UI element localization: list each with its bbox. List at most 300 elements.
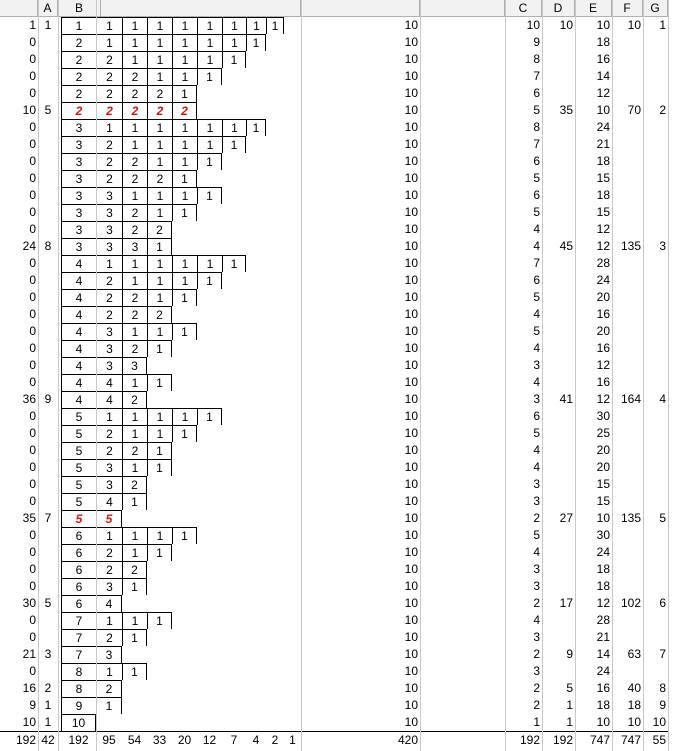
col-f-cell[interactable] — [612, 442, 643, 459]
partition-part-cell[interactable]: 2 — [61, 51, 96, 68]
total-part-cell[interactable]: 4 — [252, 733, 260, 747]
partition-part-cell[interactable] — [246, 68, 266, 85]
partition-part-cell[interactable] — [266, 612, 284, 629]
partition-part-cell[interactable] — [222, 187, 246, 204]
partition-part-cell[interactable]: 8 — [61, 663, 96, 680]
partition-part-cell[interactable]: 1 — [147, 17, 172, 34]
partition-part-cell[interactable] — [197, 697, 222, 714]
partition-part-cell[interactable] — [222, 408, 246, 425]
row-count-cell[interactable]: 0 — [29, 205, 36, 219]
partition-part-cell[interactable] — [197, 204, 222, 221]
col-a-cell[interactable] — [38, 476, 58, 493]
col-f-cell[interactable]: 18 — [627, 698, 641, 712]
partition-part-cell[interactable]: 1 — [147, 68, 172, 85]
row-count-cell[interactable]: 0 — [29, 35, 36, 49]
col-g-cell[interactable]: 8 — [659, 681, 666, 695]
partition-part-cell[interactable] — [266, 136, 284, 153]
total-col-f-cell[interactable]: 747 — [620, 733, 641, 747]
mid-value-cell[interactable]: 10 — [404, 664, 418, 678]
row-count-cell[interactable]: 0 — [29, 409, 36, 423]
col-c-cell[interactable]: 3 — [533, 392, 540, 406]
mid-value-cell[interactable]: 10 — [404, 375, 418, 389]
partition-part-cell[interactable] — [222, 714, 246, 731]
col-e-cell[interactable]: 20 — [596, 460, 610, 474]
partition-part-cell[interactable] — [266, 629, 284, 646]
partition-part-cell[interactable] — [172, 544, 197, 561]
col-a-cell[interactable] — [38, 306, 58, 323]
partition-part-cell[interactable]: 9 — [61, 697, 96, 714]
partition-part-cell[interactable]: 2 — [61, 102, 96, 119]
col-e-cell[interactable]: 16 — [596, 375, 610, 389]
partition-part-cell[interactable]: 1 — [122, 34, 147, 51]
col-e-cell[interactable]: 10 — [596, 103, 610, 117]
mid-value-cell[interactable]: 10 — [404, 341, 418, 355]
mid-value-cell[interactable]: 10 — [404, 630, 418, 644]
partition-part-cell[interactable]: 2 — [96, 153, 122, 170]
partition-part-cell[interactable]: 1 — [147, 238, 172, 255]
partition-part-cell[interactable] — [222, 153, 246, 170]
col-d-cell[interactable]: 45 — [559, 239, 573, 253]
col-d-cell[interactable] — [542, 68, 575, 85]
partition-part-cell[interactable]: 7 — [61, 646, 96, 663]
col-g-cell[interactable] — [643, 561, 668, 578]
partition-part-cell[interactable]: 1 — [147, 204, 172, 221]
partition-part-cell[interactable]: 2 — [122, 476, 147, 493]
col-g-cell[interactable] — [643, 340, 668, 357]
partition-part-cell[interactable]: 1 — [122, 578, 147, 595]
col-c-cell[interactable]: 5 — [533, 528, 540, 542]
partition-part-cell[interactable] — [246, 527, 266, 544]
partition-part-cell[interactable] — [147, 391, 172, 408]
column-header-b[interactable]: B — [58, 0, 101, 17]
partition-part-cell[interactable] — [266, 272, 284, 289]
col-f-cell[interactable] — [612, 323, 643, 340]
partition-part-cell[interactable]: 1 — [122, 119, 147, 136]
partition-part-cell[interactable] — [246, 102, 266, 119]
col-d-cell[interactable] — [542, 170, 575, 187]
partition-part-cell[interactable] — [266, 357, 284, 374]
mid-value-cell[interactable]: 10 — [404, 698, 418, 712]
partition-part-cell[interactable] — [172, 493, 197, 510]
column-header-g[interactable]: G — [643, 0, 668, 17]
mid-value-cell[interactable]: 10 — [404, 392, 418, 406]
mid-value-cell[interactable]: 10 — [404, 647, 418, 661]
col-c-cell[interactable]: 4 — [533, 239, 540, 253]
col-g-cell[interactable] — [643, 170, 668, 187]
col-g-cell[interactable]: 9 — [659, 698, 666, 712]
partition-part-cell[interactable] — [122, 714, 147, 731]
partition-part-cell[interactable] — [222, 527, 246, 544]
mid-value-cell[interactable]: 10 — [404, 171, 418, 185]
col-a-cell[interactable] — [38, 357, 58, 374]
col-g-cell[interactable] — [643, 119, 668, 136]
col-f-cell[interactable] — [612, 136, 643, 153]
partition-part-cell[interactable]: 1 — [147, 136, 172, 153]
col-g-cell[interactable] — [643, 527, 668, 544]
partition-part-cell[interactable] — [266, 119, 284, 136]
col-a-cell[interactable] — [38, 272, 58, 289]
partition-part-cell[interactable]: 1 — [122, 187, 147, 204]
partition-part-cell[interactable] — [122, 595, 147, 612]
partition-part-cell[interactable]: 1 — [172, 204, 197, 221]
col-g-cell[interactable] — [643, 204, 668, 221]
col-f-cell[interactable] — [612, 306, 643, 323]
partition-part-cell[interactable] — [222, 170, 246, 187]
col-f-cell[interactable]: 135 — [620, 511, 641, 525]
partition-part-cell[interactable]: 1 — [122, 272, 147, 289]
col-d-cell[interactable] — [542, 34, 575, 51]
partition-part-cell[interactable]: 2 — [96, 442, 122, 459]
partition-part-cell[interactable]: 2 — [122, 306, 147, 323]
col-d-cell[interactable] — [542, 561, 575, 578]
col-a-cell[interactable] — [38, 459, 58, 476]
partition-part-cell[interactable]: 6 — [61, 595, 96, 612]
col-d-cell[interactable]: 35 — [559, 103, 573, 117]
col-c-cell[interactable]: 3 — [533, 630, 540, 644]
partition-part-cell[interactable]: 3 — [96, 646, 122, 663]
partition-part-cell[interactable] — [246, 323, 266, 340]
partition-part-cell[interactable]: 2 — [122, 68, 147, 85]
col-e-cell[interactable]: 12 — [596, 86, 610, 100]
col-f-cell[interactable] — [612, 561, 643, 578]
row-count-cell[interactable]: 0 — [29, 273, 36, 287]
partition-part-cell[interactable] — [197, 85, 222, 102]
partition-part-cell[interactable]: 1 — [147, 527, 172, 544]
col-e-cell[interactable]: 30 — [596, 528, 610, 542]
partition-part-cell[interactable] — [266, 204, 284, 221]
partition-part-cell[interactable] — [222, 221, 246, 238]
partition-part-cell[interactable]: 2 — [96, 306, 122, 323]
partition-part-cell[interactable] — [122, 680, 147, 697]
partition-part-cell[interactable] — [197, 544, 222, 561]
col-c-cell[interactable]: 3 — [533, 664, 540, 678]
col-d-cell[interactable]: 17 — [559, 596, 573, 610]
partition-part-cell[interactable] — [122, 510, 147, 527]
partition-part-cell[interactable] — [222, 680, 246, 697]
partition-part-cell[interactable]: 1 — [96, 119, 122, 136]
col-e-cell[interactable]: 18 — [596, 188, 610, 202]
partition-part-cell[interactable]: 1 — [147, 459, 172, 476]
col-d-cell[interactable] — [542, 425, 575, 442]
col-c-cell[interactable]: 7 — [533, 69, 540, 83]
col-g-cell[interactable] — [643, 272, 668, 289]
col-c-cell[interactable]: 5 — [533, 426, 540, 440]
total-part-cell[interactable]: 2 — [271, 733, 279, 747]
row-count-cell[interactable]: 0 — [29, 52, 36, 66]
col-d-cell[interactable] — [542, 459, 575, 476]
partition-part-cell[interactable] — [246, 697, 266, 714]
col-g-cell[interactable]: 10 — [652, 715, 666, 729]
row-count-cell[interactable]: 0 — [29, 358, 36, 372]
partition-part-cell[interactable]: 1 — [122, 323, 147, 340]
col-a-cell[interactable] — [38, 255, 58, 272]
col-a-cell[interactable] — [38, 68, 58, 85]
partition-part-cell[interactable] — [222, 476, 246, 493]
partition-part-cell[interactable] — [172, 680, 197, 697]
partition-part-cell[interactable] — [266, 153, 284, 170]
col-a-cell[interactable] — [38, 612, 58, 629]
row-count-cell[interactable]: 0 — [29, 579, 36, 593]
mid-value-cell[interactable]: 10 — [404, 528, 418, 542]
col-f-cell[interactable]: 135 — [620, 239, 641, 253]
mid-value-cell[interactable]: 10 — [404, 324, 418, 338]
partition-part-cell[interactable] — [172, 714, 197, 731]
partition-part-cell[interactable] — [222, 425, 246, 442]
partition-part-cell[interactable] — [222, 204, 246, 221]
col-g-cell[interactable] — [643, 442, 668, 459]
col-d-cell[interactable] — [542, 493, 575, 510]
partition-part-cell[interactable]: 1 — [246, 17, 266, 34]
col-f-cell[interactable] — [612, 476, 643, 493]
partition-part-cell[interactable] — [222, 578, 246, 595]
col-g-cell[interactable]: 3 — [659, 239, 666, 253]
partition-part-cell[interactable]: 1 — [96, 255, 122, 272]
col-c-cell[interactable]: 4 — [533, 341, 540, 355]
col-e-cell[interactable]: 24 — [596, 545, 610, 559]
col-e-cell[interactable]: 12 — [596, 392, 610, 406]
mid-value-cell[interactable]: 10 — [404, 222, 418, 236]
row-count-cell[interactable]: 0 — [29, 137, 36, 151]
col-e-cell[interactable]: 10 — [596, 18, 610, 32]
col-c-cell[interactable]: 5 — [533, 171, 540, 185]
partition-part-cell[interactable] — [266, 238, 284, 255]
col-f-cell[interactable] — [612, 612, 643, 629]
partition-part-cell[interactable]: 5 — [61, 510, 96, 527]
col-c-cell[interactable]: 3 — [533, 477, 540, 491]
partition-part-cell[interactable]: 3 — [96, 238, 122, 255]
col-g-cell[interactable] — [643, 578, 668, 595]
partition-part-cell[interactable]: 1 — [96, 527, 122, 544]
mid-value-cell[interactable]: 10 — [404, 86, 418, 100]
partition-part-cell[interactable] — [147, 680, 172, 697]
col-f-cell[interactable]: 10 — [627, 715, 641, 729]
col-g-cell[interactable] — [643, 663, 668, 680]
col-e-cell[interactable]: 25 — [596, 426, 610, 440]
partition-part-cell[interactable] — [197, 629, 222, 646]
partition-part-cell[interactable] — [246, 85, 266, 102]
total-part-cell[interactable]: 12 — [202, 733, 217, 747]
row-count-cell[interactable]: 0 — [29, 477, 36, 491]
col-g-cell[interactable]: 4 — [659, 392, 666, 406]
partition-part-cell[interactable]: 1 — [172, 289, 197, 306]
col-g-cell[interactable] — [643, 187, 668, 204]
partition-part-cell[interactable] — [222, 663, 246, 680]
partition-part-cell[interactable] — [222, 595, 246, 612]
partition-part-cell[interactable] — [147, 561, 172, 578]
partition-part-cell[interactable] — [222, 272, 246, 289]
col-f-cell[interactable] — [612, 170, 643, 187]
col-g-cell[interactable] — [643, 357, 668, 374]
partition-part-cell[interactable] — [122, 697, 147, 714]
partition-part-cell[interactable]: 2 — [147, 85, 172, 102]
total-mid-cell[interactable]: 420 — [397, 733, 418, 747]
partition-part-cell[interactable] — [246, 510, 266, 527]
col-e-cell[interactable]: 16 — [596, 307, 610, 321]
partition-part-cell[interactable]: 5 — [61, 442, 96, 459]
col-g-cell[interactable] — [643, 459, 668, 476]
partition-part-cell[interactable] — [266, 374, 284, 391]
col-c-cell[interactable]: 7 — [533, 137, 540, 151]
total-part-cell[interactable]: 33 — [152, 733, 167, 747]
row-count-cell[interactable]: 0 — [29, 562, 36, 576]
col-e-cell[interactable]: 18 — [596, 562, 610, 576]
partition-part-cell[interactable] — [222, 561, 246, 578]
partition-part-cell[interactable]: 2 — [61, 68, 96, 85]
col-c-cell[interactable]: 4 — [533, 545, 540, 559]
col-c-cell[interactable]: 1 — [533, 715, 540, 729]
partition-part-cell[interactable] — [246, 442, 266, 459]
col-e-cell[interactable]: 20 — [596, 324, 610, 338]
partition-part-cell[interactable] — [266, 425, 284, 442]
partition-part-cell[interactable] — [246, 136, 266, 153]
col-a-cell[interactable]: 1 — [44, 698, 52, 712]
col-g-cell[interactable] — [643, 408, 668, 425]
col-c-cell[interactable]: 5 — [533, 324, 540, 338]
col-e-cell[interactable]: 15 — [596, 494, 610, 508]
partition-part-cell[interactable]: 2 — [122, 102, 147, 119]
partition-part-cell[interactable]: 2 — [122, 289, 147, 306]
partition-part-cell[interactable] — [266, 391, 284, 408]
row-count-cell[interactable]: 0 — [29, 528, 36, 542]
col-c-cell[interactable]: 3 — [533, 358, 540, 372]
partition-part-cell[interactable] — [147, 646, 172, 663]
col-f-cell[interactable] — [612, 425, 643, 442]
partition-part-cell[interactable]: 2 — [147, 170, 172, 187]
partition-part-cell[interactable]: 6 — [61, 544, 96, 561]
total-col-e-cell[interactable]: 747 — [589, 733, 610, 747]
col-a-cell[interactable] — [38, 442, 58, 459]
partition-part-cell[interactable] — [246, 153, 266, 170]
partition-part-cell[interactable]: 1 — [147, 442, 172, 459]
partition-part-cell[interactable]: 4 — [61, 323, 96, 340]
col-g-cell[interactable]: 5 — [659, 511, 666, 525]
partition-part-cell[interactable] — [246, 493, 266, 510]
partition-part-cell[interactable] — [172, 459, 197, 476]
partition-part-cell[interactable]: 4 — [61, 340, 96, 357]
partition-part-cell[interactable]: 2 — [147, 102, 172, 119]
partition-part-cell[interactable] — [222, 493, 246, 510]
mid-value-cell[interactable]: 10 — [404, 494, 418, 508]
partition-part-cell[interactable]: 2 — [122, 391, 147, 408]
col-d-cell[interactable] — [542, 408, 575, 425]
partition-part-cell[interactable]: 1 — [147, 425, 172, 442]
partition-part-cell[interactable]: 1 — [197, 136, 222, 153]
partition-part-cell[interactable]: 1 — [122, 425, 147, 442]
partition-part-cell[interactable] — [222, 442, 246, 459]
partition-part-cell[interactable] — [197, 680, 222, 697]
mid-value-cell[interactable]: 10 — [404, 18, 418, 32]
partition-part-cell[interactable]: 2 — [96, 561, 122, 578]
partition-part-cell[interactable] — [197, 340, 222, 357]
partition-part-cell[interactable] — [197, 663, 222, 680]
partition-part-cell[interactable]: 2 — [147, 221, 172, 238]
col-a-cell[interactable] — [38, 323, 58, 340]
partition-part-cell[interactable]: 4 — [61, 374, 96, 391]
col-d-cell[interactable] — [542, 442, 575, 459]
row-count-cell[interactable]: 0 — [29, 341, 36, 355]
partition-part-cell[interactable]: 1 — [172, 34, 197, 51]
partition-part-cell[interactable] — [197, 102, 222, 119]
col-a-cell[interactable] — [38, 289, 58, 306]
col-f-cell[interactable] — [612, 629, 643, 646]
partition-part-cell[interactable] — [246, 306, 266, 323]
partition-part-cell[interactable]: 5 — [61, 459, 96, 476]
col-c-cell[interactable]: 4 — [533, 375, 540, 389]
col-a-cell[interactable] — [38, 51, 58, 68]
partition-part-cell[interactable]: 3 — [61, 153, 96, 170]
mid-value-cell[interactable]: 10 — [404, 596, 418, 610]
partition-part-cell[interactable] — [246, 629, 266, 646]
mid-value-cell[interactable]: 10 — [404, 120, 418, 134]
col-f-cell[interactable]: 102 — [620, 596, 641, 610]
col-e-cell[interactable]: 10 — [596, 511, 610, 525]
partition-part-cell[interactable]: 6 — [61, 578, 96, 595]
partition-part-cell[interactable] — [222, 612, 246, 629]
partition-part-cell[interactable] — [147, 629, 172, 646]
partition-part-cell[interactable]: 3 — [61, 238, 96, 255]
partition-part-cell[interactable]: 2 — [122, 153, 147, 170]
row-count-cell[interactable]: 0 — [29, 86, 36, 100]
partition-part-cell[interactable] — [266, 102, 284, 119]
row-count-cell[interactable]: 0 — [29, 664, 36, 678]
mid-value-cell[interactable]: 10 — [404, 460, 418, 474]
partition-part-cell[interactable]: 1 — [147, 374, 172, 391]
col-f-cell[interactable]: 40 — [627, 681, 641, 695]
partition-part-cell[interactable]: 1 — [172, 170, 197, 187]
row-count-cell[interactable]: 0 — [29, 613, 36, 627]
partition-part-cell[interactable] — [246, 612, 266, 629]
partition-part-cell[interactable] — [266, 51, 284, 68]
partition-part-cell[interactable] — [197, 238, 222, 255]
partition-part-cell[interactable] — [246, 680, 266, 697]
partition-part-cell[interactable] — [246, 289, 266, 306]
col-e-cell[interactable]: 21 — [596, 630, 610, 644]
partition-part-cell[interactable] — [246, 459, 266, 476]
col-e-cell[interactable]: 18 — [596, 35, 610, 49]
col-c-cell[interactable]: 5 — [533, 290, 540, 304]
row-count-cell[interactable]: 0 — [29, 154, 36, 168]
col-f-cell[interactable] — [612, 272, 643, 289]
col-d-cell[interactable]: 27 — [559, 511, 573, 525]
col-g-cell[interactable] — [643, 425, 668, 442]
partition-part-cell[interactable] — [222, 85, 246, 102]
partition-part-cell[interactable]: 4 — [96, 493, 122, 510]
partition-part-cell[interactable] — [197, 289, 222, 306]
mid-value-cell[interactable]: 10 — [404, 545, 418, 559]
col-e-cell[interactable]: 28 — [596, 613, 610, 627]
col-g-cell[interactable] — [643, 323, 668, 340]
col-e-cell[interactable]: 24 — [596, 120, 610, 134]
col-c-cell[interactable]: 6 — [533, 188, 540, 202]
partition-part-cell[interactable]: 1 — [122, 612, 147, 629]
row-count-cell[interactable]: 0 — [29, 307, 36, 321]
partition-part-cell[interactable]: 3 — [96, 204, 122, 221]
row-count-cell[interactable]: 0 — [29, 120, 36, 134]
col-g-cell[interactable] — [643, 255, 668, 272]
partition-part-cell[interactable] — [197, 425, 222, 442]
partition-part-cell[interactable]: 1 — [172, 119, 197, 136]
partition-part-cell[interactable] — [246, 561, 266, 578]
partition-part-cell[interactable] — [266, 476, 284, 493]
partition-part-cell[interactable]: 7 — [61, 612, 96, 629]
partition-part-cell[interactable]: 4 — [61, 391, 96, 408]
partition-part-cell[interactable]: 1 — [122, 527, 147, 544]
partition-part-cell[interactable] — [222, 102, 246, 119]
partition-part-cell[interactable] — [172, 391, 197, 408]
mid-value-cell[interactable]: 10 — [404, 273, 418, 287]
partition-part-cell[interactable] — [197, 714, 222, 731]
mid-value-cell[interactable]: 10 — [404, 256, 418, 270]
